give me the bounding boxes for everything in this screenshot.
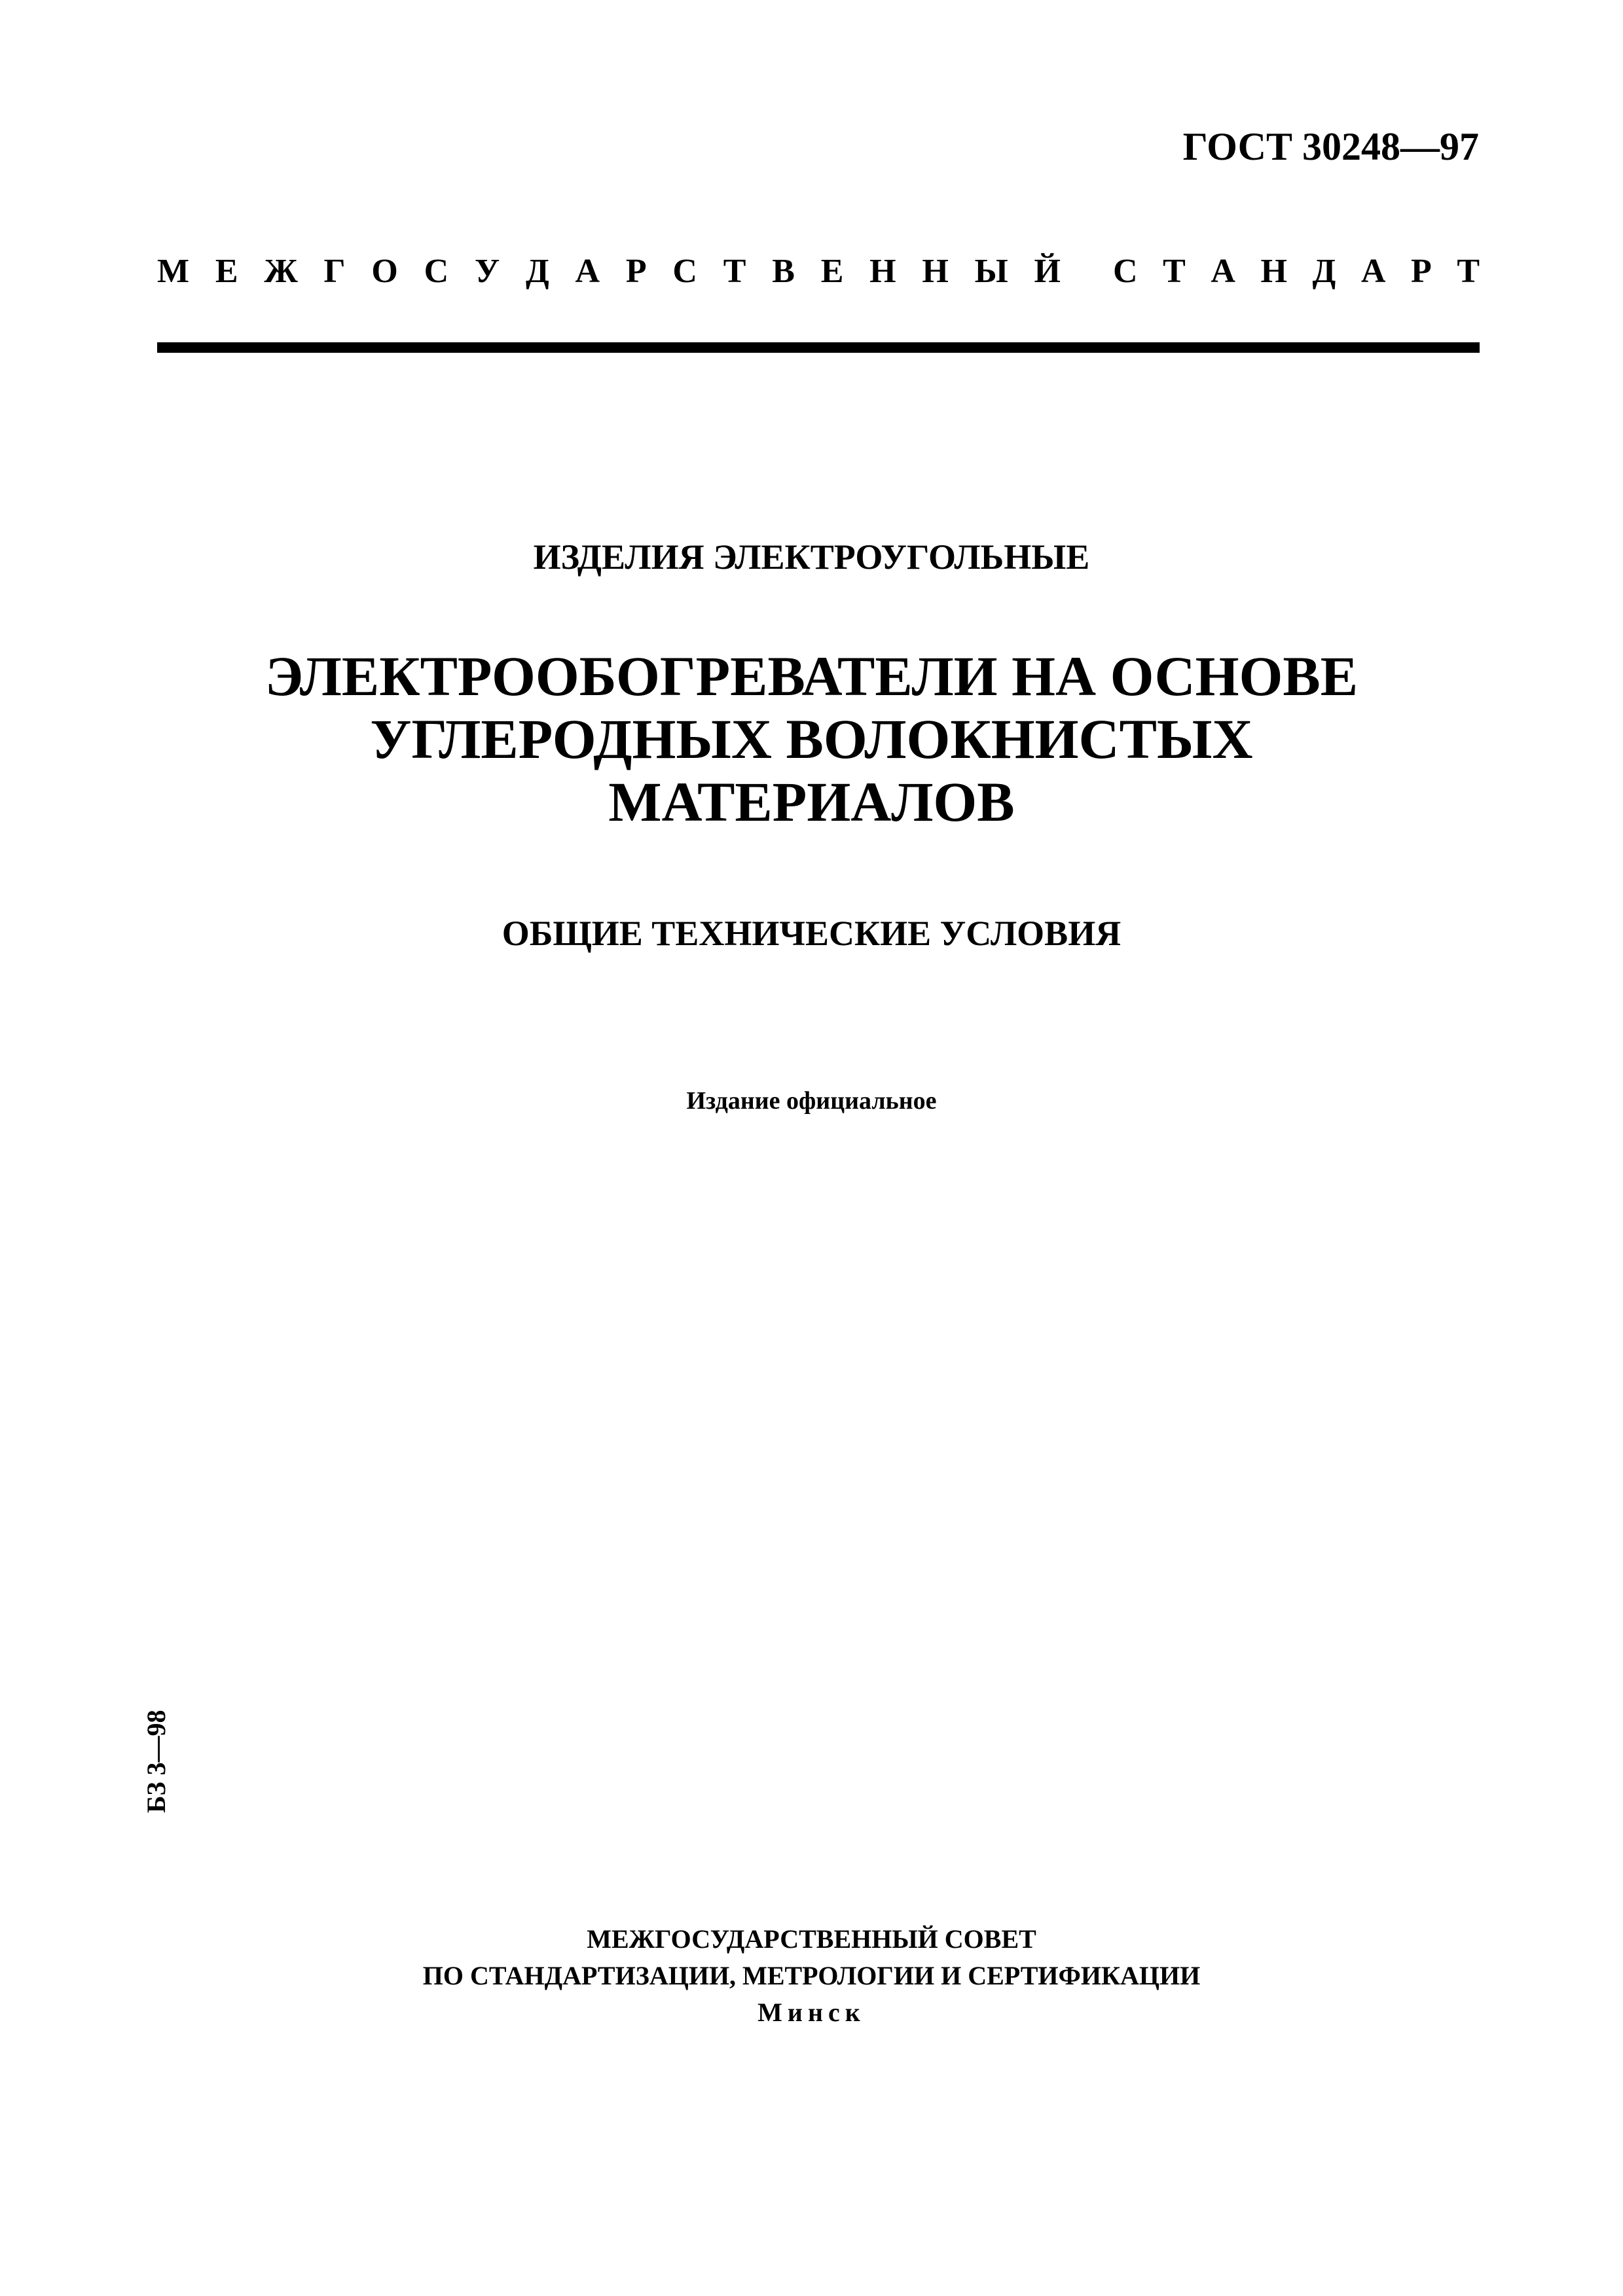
heading-letter: Ж [264, 253, 298, 290]
side-code: БЗ 3—98 [141, 1710, 171, 1813]
main-title-line-3: МАТЕРИАЛОВ [608, 770, 1015, 833]
header-rule [157, 342, 1480, 353]
publisher-block [0, 1921, 1623, 2031]
heading-letter: У [475, 253, 500, 290]
edition-note: Издание официальное [686, 1087, 937, 1115]
heading-letter: А [1360, 253, 1386, 290]
standard-type-word-2 [1113, 252, 1480, 291]
heading-letter: Ы [974, 253, 1008, 290]
heading-letter: А [1211, 253, 1235, 290]
subtitle: ОБЩИЕ ТЕХНИЧЕСКИЕ УСЛОВИЯ [501, 914, 1122, 953]
heading-letter: Е [820, 253, 844, 290]
publisher-line-1: МЕЖГОСУДАРСТВЕННЫЙ СОВЕТ [587, 1924, 1036, 1954]
standard-type-word-1 [157, 252, 1061, 291]
heading-letter: Е [215, 253, 238, 290]
heading-letter: Г [323, 253, 346, 290]
heading-letter: С [672, 253, 697, 290]
heading-letter: С [424, 253, 449, 290]
main-title-line-1: ЭЛЕКТРООБОГРЕВАТЕЛИ НА ОСНОВЕ [264, 645, 1359, 708]
heading-letter: Т [1457, 253, 1480, 290]
heading-letter: А [575, 253, 600, 290]
heading-letter: Т [723, 253, 746, 290]
heading-letter: М [157, 253, 190, 290]
heading-letter: С [1113, 253, 1138, 290]
main-title-line-2: УГЛЕРОДНЫХ ВОЛОКНИСТЫХ [370, 708, 1253, 770]
main-title [0, 645, 1623, 833]
publisher-city: Минск [757, 1998, 866, 2027]
heading-letter: Й [1034, 253, 1061, 290]
heading-letter: Д [525, 253, 549, 290]
heading-letter: О [371, 253, 398, 290]
heading-letter: Д [1312, 253, 1336, 290]
gost-number: ГОСТ 30248—97 [1182, 125, 1479, 168]
standard-type-heading [157, 252, 1480, 291]
heading-letter: Р [625, 253, 647, 290]
heading-letter: Н [922, 253, 949, 290]
publisher-line-2: ПО СТАНДАРТИЗАЦИИ, МЕТРОЛОГИИ И СЕРТИФИКАЦИИ [422, 1961, 1201, 1990]
heading-letter: Р [1410, 253, 1432, 290]
heading-letter: Н [1260, 253, 1287, 290]
heading-letter: В [772, 253, 795, 290]
heading-letter: Т [1163, 253, 1186, 290]
product-category: ИЗДЕЛИЯ ЭЛЕКТРОУГОЛЬНЫЕ [533, 537, 1090, 577]
heading-letter: Н [869, 253, 896, 290]
